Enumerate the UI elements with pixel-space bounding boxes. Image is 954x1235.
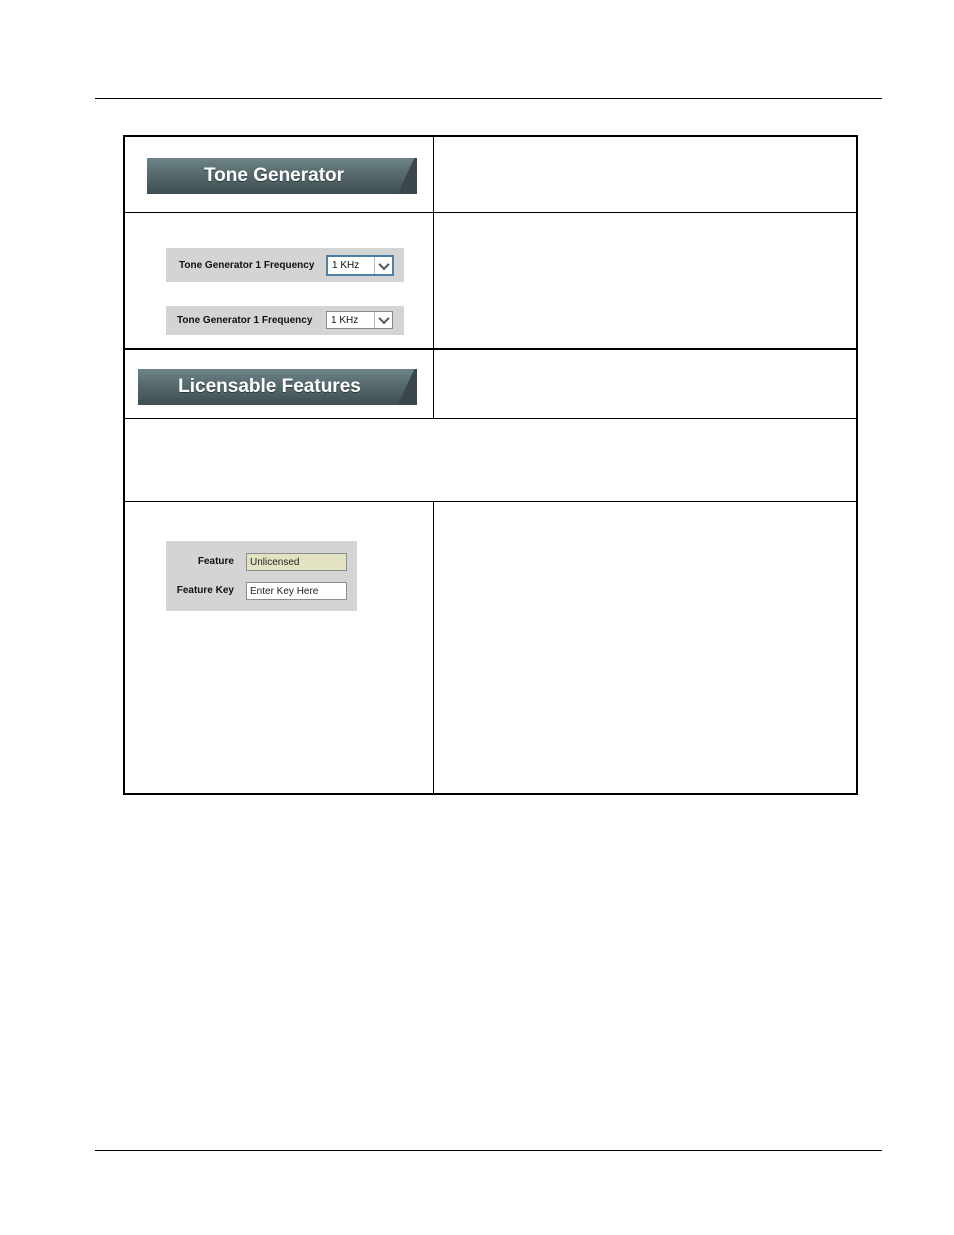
row-divider: [125, 501, 856, 502]
footer-rule: [95, 1150, 882, 1151]
column-divider: [433, 501, 434, 795]
row-divider: [125, 348, 856, 350]
chevron-down-icon[interactable]: [374, 257, 392, 274]
row-divider: [125, 212, 856, 213]
select-value: 1 KHz: [332, 260, 360, 271]
feature-key-placeholder: Enter Key Here: [250, 585, 319, 597]
tone-generator-header: [147, 158, 417, 194]
licensable-features-header: [138, 369, 417, 405]
licensable-features-header-text: Licensable Features: [178, 376, 361, 397]
feature-key-input[interactable]: [246, 582, 347, 600]
header-rule: [95, 98, 882, 99]
chevron-down-icon[interactable]: [374, 312, 392, 328]
feature-status-field: [246, 553, 347, 571]
tone-generator-frequency-label: Tone Generator 1 Frequency: [179, 259, 315, 271]
column-divider: [433, 137, 434, 419]
tone-generator-header-text: Tone Generator: [203, 165, 345, 186]
settings-table: [123, 135, 858, 795]
feature-status-value: Unlicensed: [250, 556, 300, 568]
feature-label: Feature: [197, 556, 234, 567]
feature-license-panel: [166, 541, 357, 611]
tone-generator-1-frequency-select[interactable]: [326, 311, 393, 329]
tone-generator-1-frequency-control: [166, 248, 404, 282]
tone-generator-1-frequency-control-disabled: [166, 306, 404, 335]
select-value: 1 KHz: [331, 314, 359, 326]
row-divider: [125, 418, 856, 419]
feature-key-label: Feature Key: [176, 585, 234, 596]
tone-generator-frequency-label: Tone Generator 1 Frequency: [177, 315, 313, 326]
tone-generator-1-frequency-select[interactable]: [326, 255, 394, 276]
